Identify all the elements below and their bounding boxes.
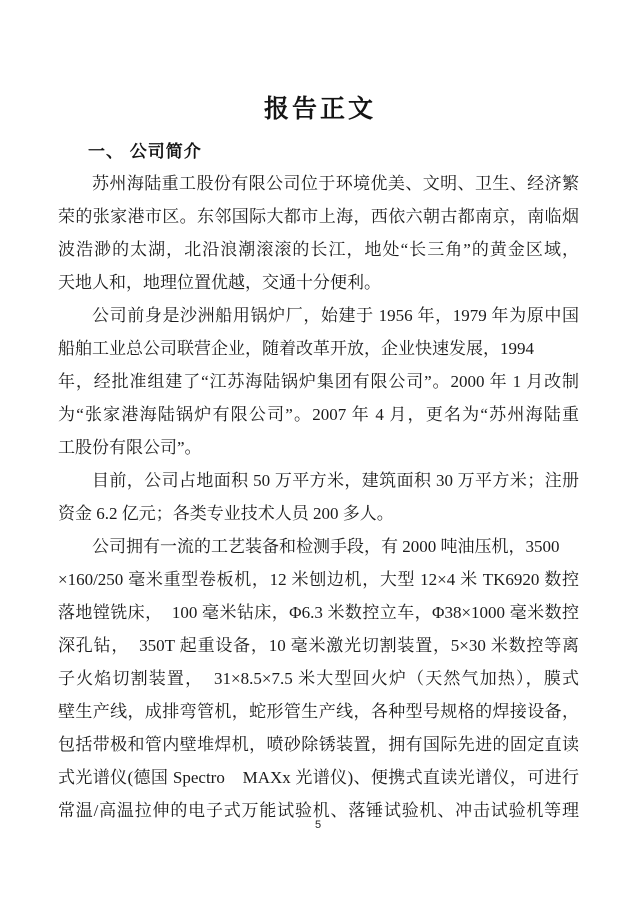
- text-line: 工股份有限公司”。: [58, 438, 202, 457]
- paragraph: [58, 530, 579, 827]
- section-heading: 一、 公司简介: [88, 142, 202, 161]
- text-line: 目前，公司占地面积 50 万平方米，建筑面积 30 万平方米；注册: [92, 471, 579, 490]
- paragraph: [58, 167, 579, 299]
- text-line: 公司拥有一流的工艺装备和检测手段，有 2000 吨油压机，3500: [92, 537, 560, 556]
- paragraph: [58, 464, 579, 530]
- text-line: 常温/高温拉伸的电子式万能试验机、落锤试验机、冲击试验机等理: [58, 801, 579, 820]
- text-line: 年，经批准组建了“江苏海陆锅炉集团有限公司”。2000 年 1 月改制: [58, 372, 579, 391]
- text-line: 公司前身是沙洲船用锅炉厂，始建于 1956 年，1979 年为原中国: [92, 306, 579, 325]
- document-title: 报告正文: [263, 95, 376, 123]
- page-number: 5: [314, 819, 322, 831]
- text-line: 船舶工业总公司联营企业，随着改革开放，企业快速发展，1994: [58, 339, 534, 358]
- text-line: 天地人和，地理位置优越，交通十分便利。: [58, 273, 381, 292]
- text-line: 为“张家港海陆锅炉有限公司”。2007 年 4 月，更名为“苏州海陆重: [58, 405, 579, 424]
- body-text: [58, 167, 579, 827]
- text-line: ×160/250 毫米重型卷板机，12 米刨边机，大型 12×4 米 TK6920 数控: [58, 570, 579, 589]
- text-line: 苏州海陆重工股份有限公司位于环境优美、文明、卫生、经济繁: [92, 174, 579, 193]
- text-line: 壁生产线，成排弯管机，蛇形管生产线，各种型号规格的焊接设备，: [58, 702, 579, 721]
- text-line: 落地镗铣床， 100 毫米钻床，Φ6.3 米数控立车，Φ38×1000 毫米数控: [58, 603, 579, 622]
- content-column: [58, 0, 579, 827]
- text-line: 荣的张家港市区。东邻国际大都市上海，西依六朝古都南京，南临烟: [58, 207, 579, 226]
- text-line: 包括带极和管内壁堆焊机，喷砂除锈装置，拥有国际先进的固定直读: [58, 735, 579, 754]
- paragraph: [58, 299, 579, 464]
- text-line: 资金 6.2 亿元；各类专业技术人员 200 多人。: [58, 504, 394, 523]
- text-line: 子火焰切割装置， 31×8.5×7.5 米大型回火炉（天然气加热），膜式: [58, 669, 579, 688]
- text-line: 波浩渺的太湖，北沿浪潮滚滚的长江，地处“长三角”的黄金区域，: [58, 240, 579, 259]
- text-line: 式光谱仪(德国 Spectro MAXx 光谱仪)、便携式直读光谱仪，可进行: [58, 768, 579, 787]
- text-line: 深孔钻， 350T 起重设备，10 毫米激光切割装置，5×30 米数控等离: [58, 636, 579, 655]
